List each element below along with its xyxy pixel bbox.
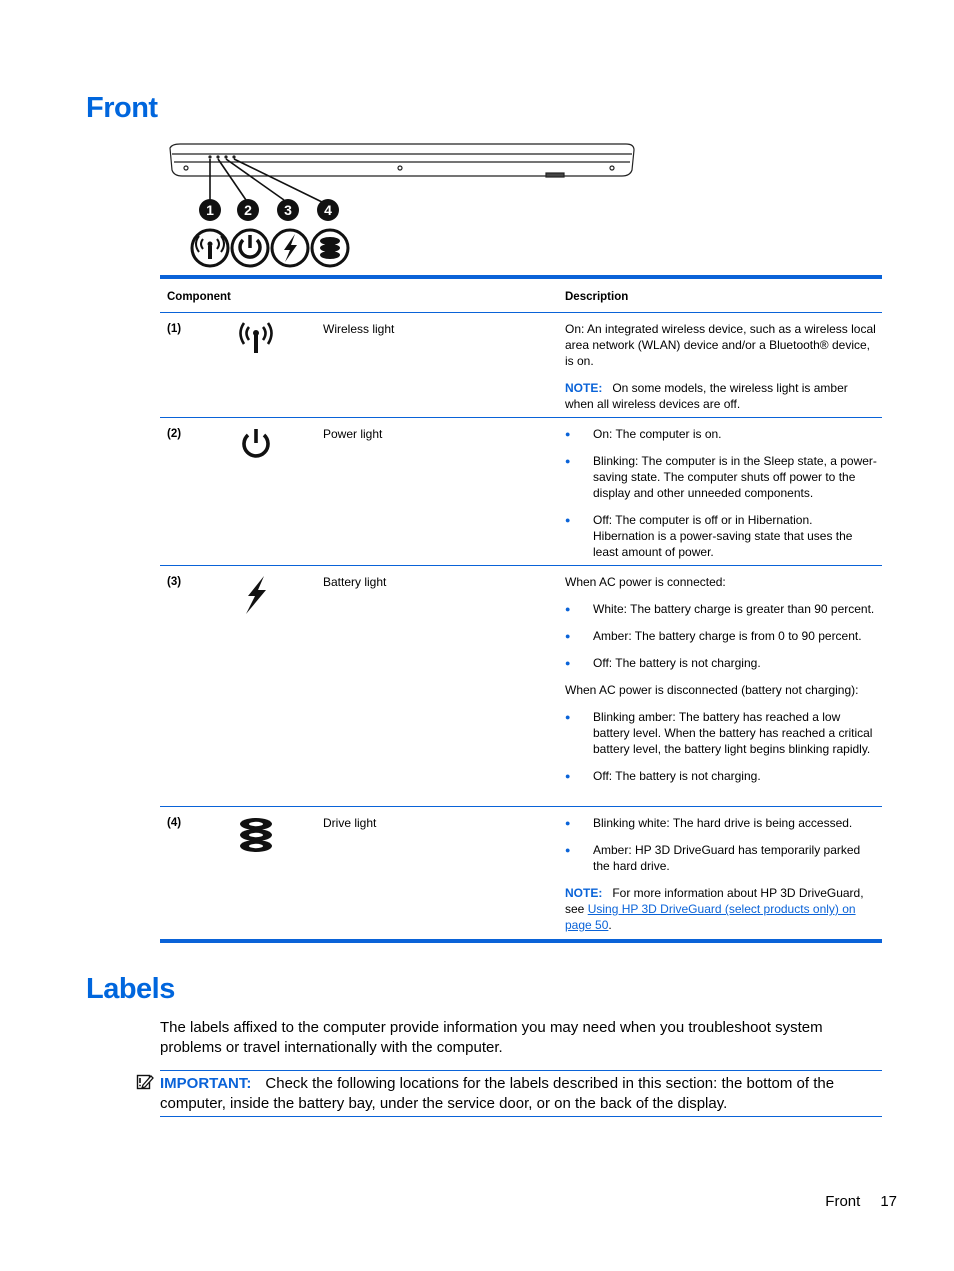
list-item: ● White: The battery charge is greater than 90 percent. <box>565 601 877 617</box>
note <box>565 885 877 933</box>
callout-3: 3 <box>284 202 292 218</box>
note-text: On some models, the wireless light is amber when all wireless devices are off. <box>565 381 848 411</box>
page-number: 17 <box>880 1193 897 1210</box>
figure-drive-icon <box>312 230 348 266</box>
drive-icon <box>238 815 274 859</box>
component-table <box>160 275 882 943</box>
table-row <box>160 807 882 939</box>
component-description <box>565 574 877 795</box>
important-note-icon <box>136 1073 154 1091</box>
battery-icon <box>238 574 274 618</box>
section-title-front: Front <box>86 92 158 124</box>
important-note <box>160 1070 882 1117</box>
callout-2: 2 <box>244 202 252 218</box>
list-item: ● Blinking amber: The battery has reached a low battery level. When the battery has reached a critical battery level, the battery light begins blinking rapidly. <box>565 709 877 757</box>
header-description: Description <box>565 291 629 303</box>
note-text-end: . <box>608 918 612 932</box>
page-footer <box>825 1193 897 1210</box>
power-icon <box>238 426 274 470</box>
description-text: On: An integrated wireless device, such as a wireless local area network (WLAN) device and/or a Bluetooth® device, is on. <box>565 322 876 368</box>
component-name: Battery light <box>323 575 387 589</box>
wireless-icon <box>238 321 274 365</box>
row-number: (4) <box>167 817 182 829</box>
list-item: ● Blinking: The computer is in the Sleep state, a power-saving state. The computer shuts off power to the display and other unneeded components. <box>565 453 877 501</box>
note-label: NOTE: <box>565 886 603 900</box>
table-row <box>160 313 882 418</box>
note-label: NOTE: <box>565 381 603 395</box>
component-name: Wireless light <box>323 322 395 336</box>
list-item: ● On: The computer is on. <box>565 426 877 442</box>
list-item: ● Amber: The battery charge is from 0 to 90 percent. <box>565 628 877 644</box>
component-description <box>565 321 877 423</box>
bullet-list <box>565 601 877 671</box>
laptop-front-edge <box>170 144 634 177</box>
footer-section: Front <box>825 1193 861 1210</box>
row-number: (2) <box>167 428 182 440</box>
list-item: ● Blinking white: The hard drive is being accessed. <box>565 815 877 831</box>
list-item: ● Off: The battery is not charging. <box>565 655 877 671</box>
laptop-front-figure <box>160 140 640 272</box>
description-intro: When AC power is connected: <box>565 575 726 589</box>
bullet-list <box>565 426 877 560</box>
figure-battery-icon <box>272 230 308 266</box>
section-title-labels: Labels <box>86 973 175 1005</box>
table-row <box>160 418 882 566</box>
row-number: (3) <box>167 576 182 588</box>
table-header <box>160 279 882 313</box>
header-component: Component <box>167 291 231 303</box>
list-item: ● Amber: HP 3D DriveGuard has temporarily parked the hard drive. <box>565 842 877 874</box>
bullet-list <box>565 815 877 874</box>
list-item: ● Off: The battery is not charging. <box>565 768 877 784</box>
component-name: Drive light <box>323 816 377 830</box>
row-number: (1) <box>167 323 182 335</box>
callout-lines <box>210 159 322 202</box>
figure-power-icon <box>232 230 268 266</box>
figure-wireless-icon <box>192 230 228 266</box>
callout-1: 1 <box>206 202 214 218</box>
callout-numbers <box>199 199 339 221</box>
driveguard-link[interactable]: Using HP 3D DriveGuard (select products only) on page 50 <box>565 902 856 932</box>
important-label: IMPORTANT: <box>160 1075 252 1092</box>
component-description <box>565 815 877 944</box>
description-intro: When AC power is disconnected (battery not charging): <box>565 683 859 697</box>
led-dots <box>208 155 235 158</box>
component-description <box>565 426 877 571</box>
component-name: Power light <box>323 427 383 441</box>
important-text: Check the following locations for the labels described in this section: the bottom of the computer, inside the battery bay, under the service door, or on the back of the display. <box>160 1075 835 1112</box>
table-row <box>160 566 882 807</box>
bullet-list <box>565 709 877 784</box>
list-item: ● Off: The computer is off or in Hibernation. Hibernation is a power-saving state that uses the least amount of power. <box>565 512 877 560</box>
note-text: For more information about HP 3D DriveGuard, see <box>565 886 864 916</box>
labels-paragraph: The labels affixed to the computer provide information you may need when you troubleshoot system problems or travel internationally with the computer. <box>160 1019 823 1056</box>
note <box>565 380 877 412</box>
callout-4: 4 <box>324 202 332 218</box>
